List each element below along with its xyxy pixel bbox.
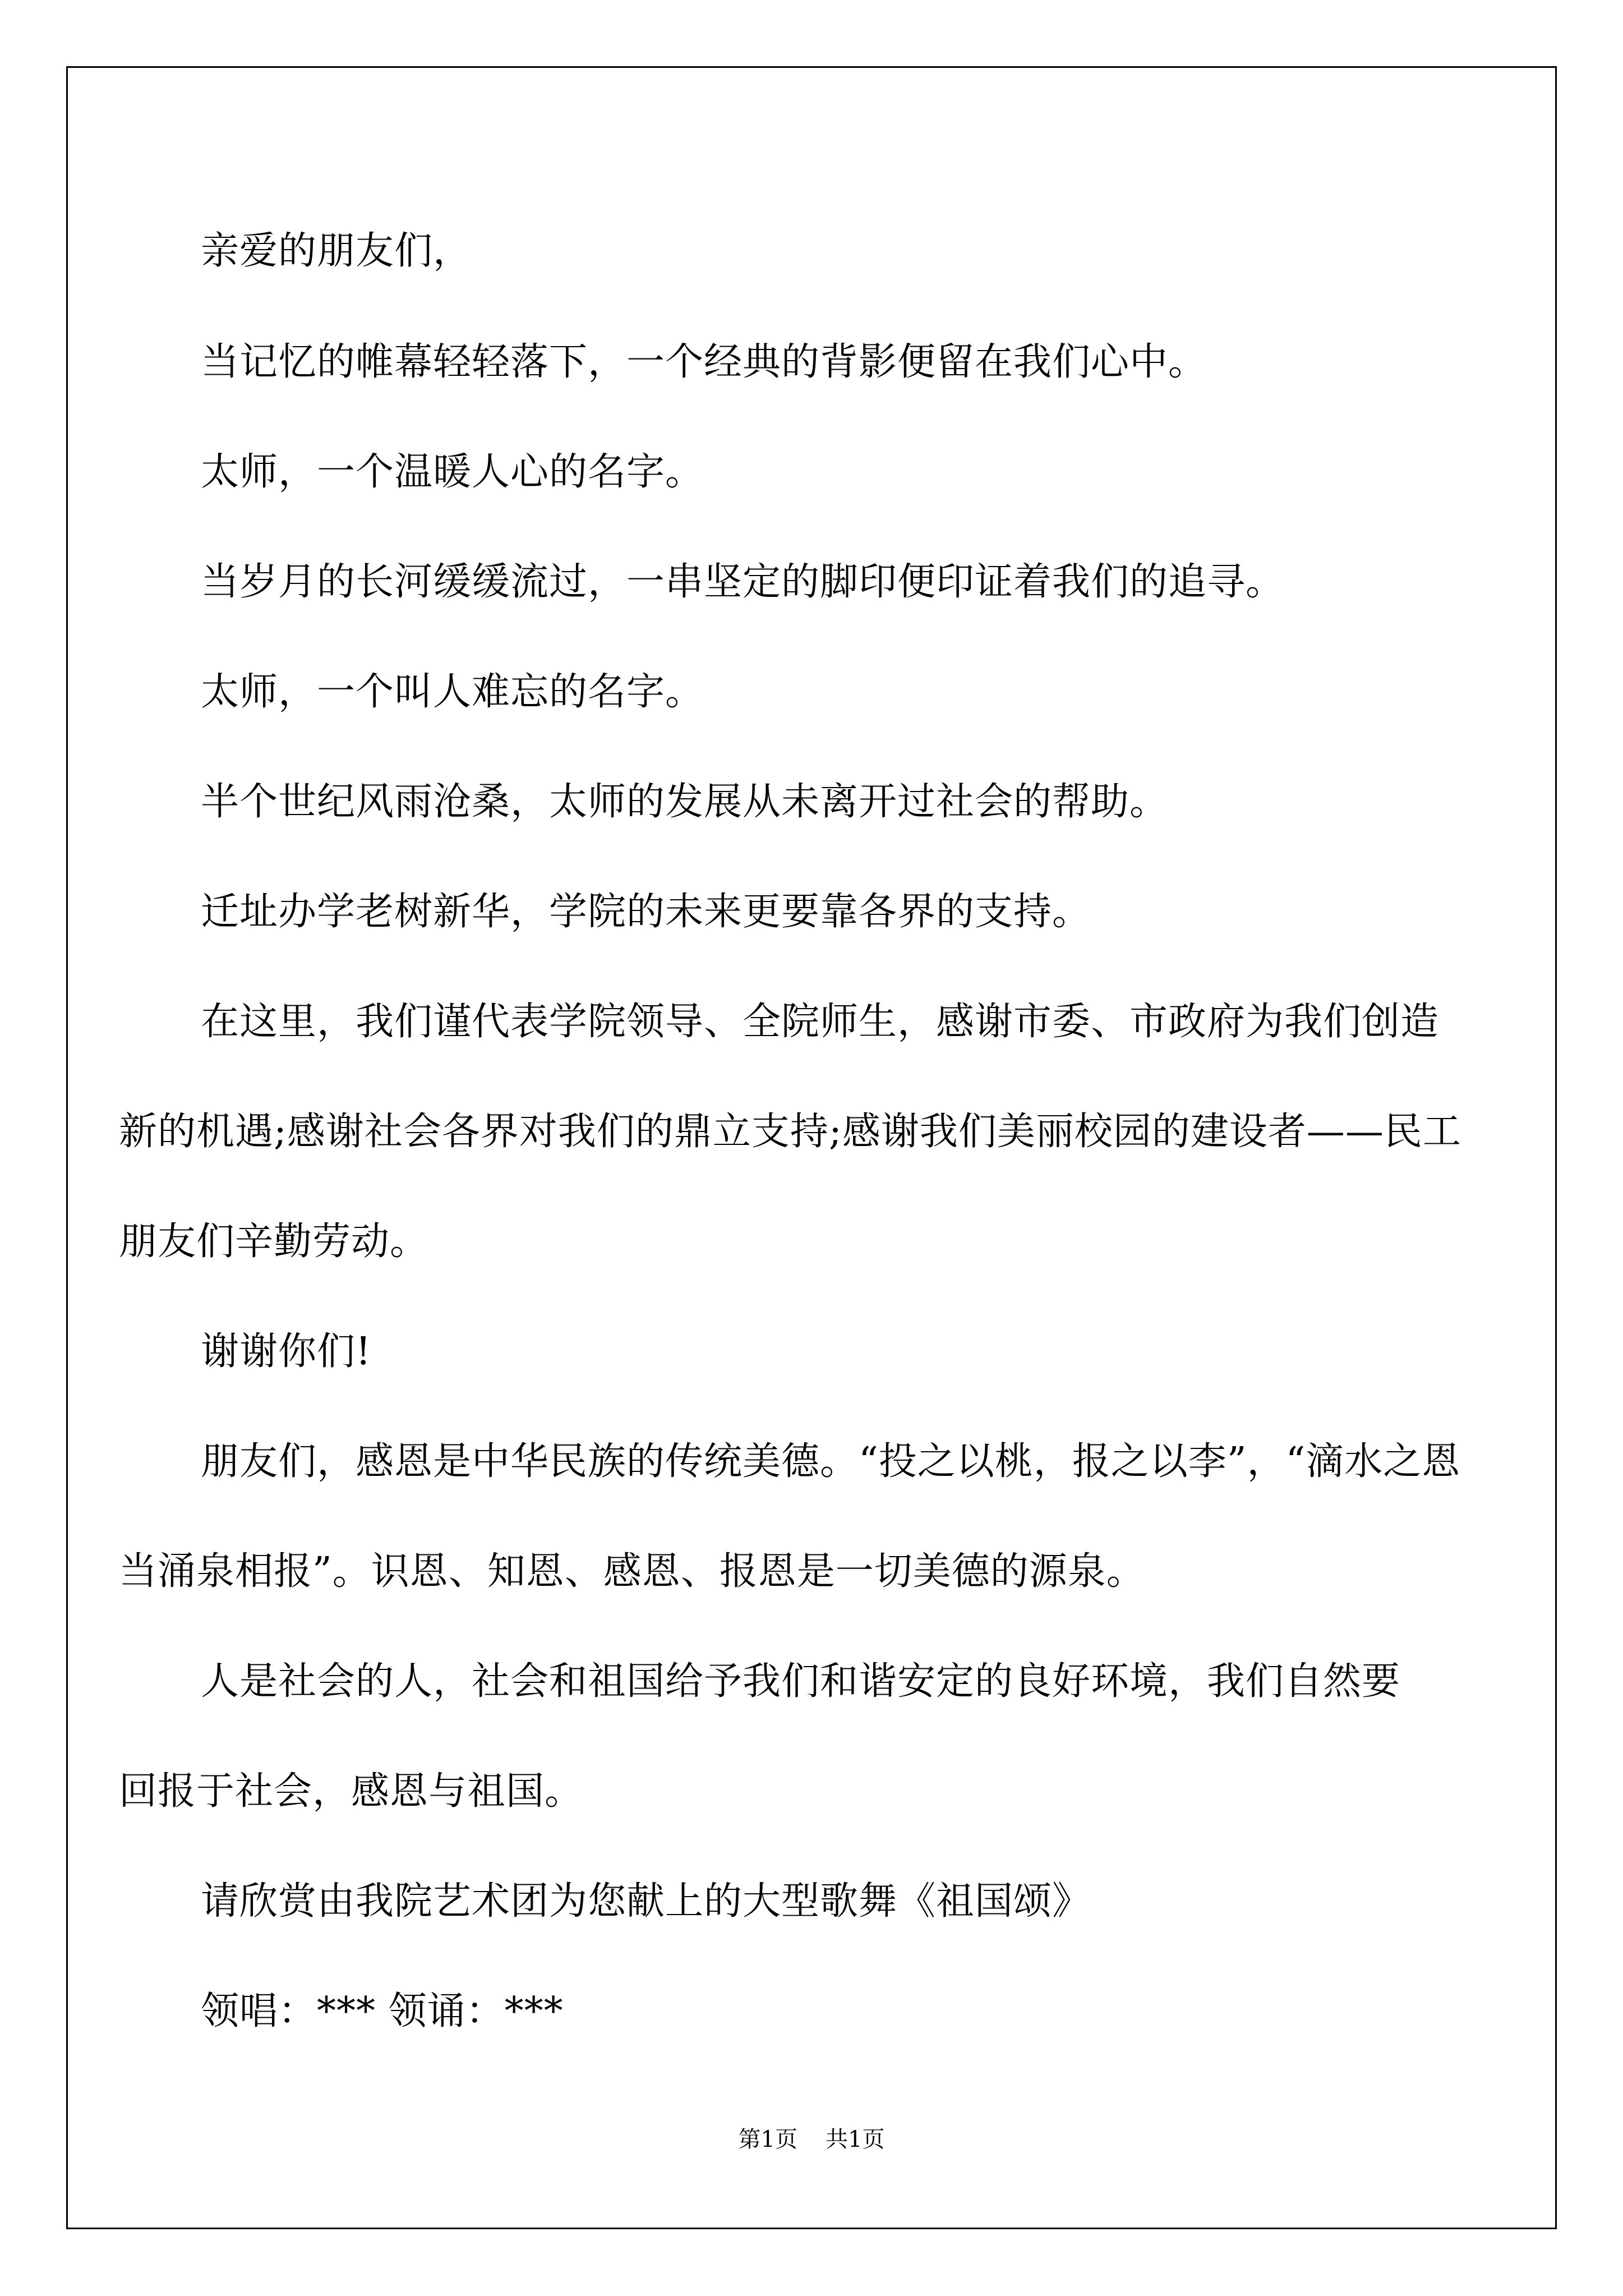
paragraph: 当岁月的长河缓缓流过，一串坚定的脚印便印证着我们的追寻。 (201, 560, 1285, 604)
page-footer (0, 2124, 1623, 2155)
paragraph-greeting: 亲爱的朋友们， (201, 229, 472, 273)
paragraph-thanks: 在这里，我们谨代表学院领导、全院师生，感谢市委、市政府为我们创造新的机遇;感谢社会各界对我们的鼎立支持;感谢我们美丽校园的建设者——民工朋友们辛勤劳动。 (119, 1000, 1461, 1264)
paragraph: 半个世纪风雨沧桑，太师的发展从未离开过社会的帮助。 (201, 780, 1169, 824)
paragraph: 当记忆的帷幕轻轻落下，一个经典的背影便留在我们心中。 (201, 340, 1207, 384)
paragraph-performance: 请欣赏由我院艺术团为您献上的大型歌舞《祖国颂》 (201, 1879, 1091, 1924)
page-number: 第1页 (738, 2127, 797, 2152)
paragraph: 谢谢你们! (201, 1329, 372, 1374)
paragraph: 太师，一个温暖人心的名字。 (201, 450, 704, 494)
paragraph: 太师，一个叫人难忘的名字。 (201, 670, 704, 714)
paragraph-credits: 领唱：*** 领诵：*** (201, 1989, 564, 2033)
page-total: 共1页 (826, 2127, 885, 2152)
paragraph-gratitude: 朋友们，感恩是中华民族的传统美德。“投之以桃，报之以李”，“滴水之恩当涌泉相报”。识恩、知恩、感恩、报恩是一切美德的源泉。 (119, 1439, 1461, 1594)
paragraph: 迁址办学老树新华，学院的未来更要靠各界的支持。 (201, 890, 1091, 934)
paragraph-society: 人是社会的人，社会和祖国给予我们和谐安定的良好环境，我们自然要回报于社会，感恩与祖国。 (119, 1659, 1401, 1814)
